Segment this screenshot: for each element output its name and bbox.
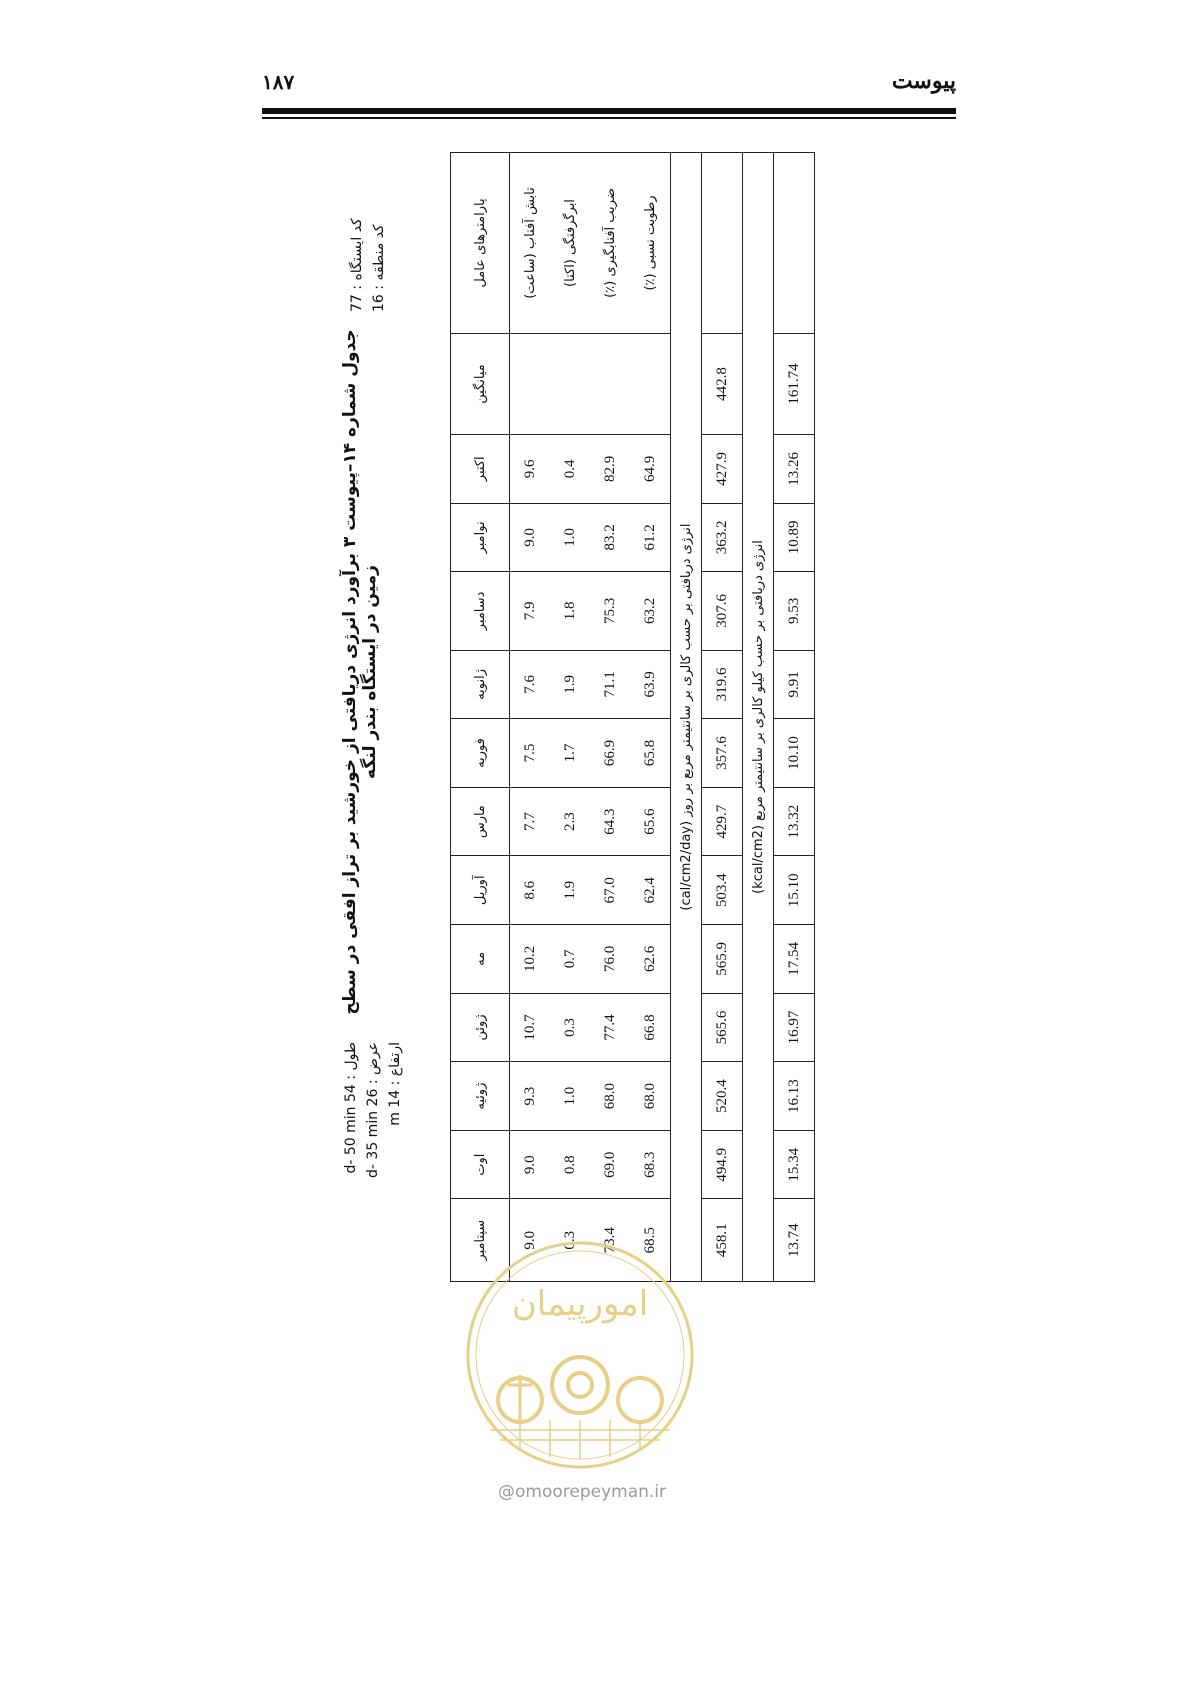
header-month: نوامبر bbox=[451, 503, 510, 572]
header-month: آوریل bbox=[451, 856, 510, 925]
row-average bbox=[550, 334, 590, 435]
table-cell: 82.9 bbox=[590, 435, 630, 504]
table-cell: 1.9 bbox=[550, 856, 590, 925]
header-rule bbox=[262, 108, 956, 114]
table-cell: 7.5 bbox=[510, 719, 551, 788]
header-param: پارامترهای عامل bbox=[451, 153, 510, 334]
table-cell: 63.9 bbox=[630, 650, 671, 719]
table-cell: 68.3 bbox=[630, 1130, 671, 1199]
header-month: مارس bbox=[451, 787, 510, 856]
table-row-sunshine bbox=[510, 153, 551, 1282]
table-row-cal-caption bbox=[671, 153, 702, 1282]
table-row-cal bbox=[702, 153, 743, 1282]
table-cell: 64.9 bbox=[630, 435, 671, 504]
table-cell: 565.9 bbox=[702, 925, 743, 994]
table-cell: 363.2 bbox=[702, 503, 743, 572]
table-cell: 565.6 bbox=[702, 993, 743, 1062]
table-cell: 13.74 bbox=[774, 1199, 815, 1282]
page-header bbox=[262, 66, 956, 106]
table-cell: 16.97 bbox=[774, 993, 815, 1062]
table-cell: 9.0 bbox=[510, 1130, 551, 1199]
table-cell: 0.8 bbox=[550, 1130, 590, 1199]
table-cell: 68.5 bbox=[630, 1199, 671, 1282]
table-cell: 67.0 bbox=[590, 856, 630, 925]
table-cell: 0.7 bbox=[550, 925, 590, 994]
table-cell: 68.0 bbox=[630, 1062, 671, 1131]
table-cell: 9.3 bbox=[510, 1062, 551, 1131]
table-row-kcal bbox=[774, 153, 815, 1282]
table-cell: 1.8 bbox=[550, 572, 590, 650]
table-cell: 503.4 bbox=[702, 856, 743, 925]
table-cell: 15.10 bbox=[774, 856, 815, 925]
table-cell: 9.53 bbox=[774, 572, 815, 650]
row-average: 161.74 bbox=[774, 334, 815, 435]
row-label: ابرگرفتگی (اکتا) bbox=[550, 153, 590, 334]
station-code: کد ایستگاه : 77 bbox=[349, 218, 365, 312]
table-cell: 494.9 bbox=[702, 1130, 743, 1199]
header-month: اوت bbox=[451, 1130, 510, 1199]
row-average bbox=[510, 334, 551, 435]
table-cell: 458.1 bbox=[702, 1199, 743, 1282]
gear-icon bbox=[498, 1357, 662, 1422]
header-month: ژوئیه bbox=[451, 1062, 510, 1131]
location-coordinates bbox=[340, 1042, 406, 1282]
table-cell: 10.89 bbox=[774, 503, 815, 572]
header-month: مه bbox=[451, 925, 510, 994]
latitude: عرض : 26 d- 35 min bbox=[365, 1042, 381, 1178]
header-month: ژوئن bbox=[451, 993, 510, 1062]
table-cell: 64.3 bbox=[590, 787, 630, 856]
table-cell: 1.0 bbox=[550, 503, 590, 572]
header-rule-thin bbox=[262, 117, 956, 119]
row-average bbox=[630, 334, 671, 435]
table-cell: 1.9 bbox=[550, 650, 590, 719]
table-row-sunshine-ratio bbox=[590, 153, 630, 1282]
watermark-logo-text: امورپیمان bbox=[511, 1284, 649, 1324]
region-code: کد منطقه : 16 bbox=[371, 224, 387, 312]
table-cell: 427.9 bbox=[702, 435, 743, 504]
section-title: پیوست bbox=[891, 68, 956, 94]
table-cell: 15.34 bbox=[774, 1130, 815, 1199]
table-title: جدول شماره ۱۴–پیوست ۳ برآورد انرژی دریافتی از خورشید بر تراز افقی در سطح زمین در ایستگاه بندر لنگه bbox=[340, 329, 380, 1015]
table-cell: 62.4 bbox=[630, 856, 671, 925]
header-month: ژانویه bbox=[451, 650, 510, 719]
kcal-caption: انرژی دریافتی بر حسب کیلو کالری بر سانتیمتر مربع (kcal/cm2) bbox=[743, 153, 774, 1282]
table-cell: 63.2 bbox=[630, 572, 671, 650]
table-cell: 77.4 bbox=[590, 993, 630, 1062]
table-header-row bbox=[451, 153, 510, 1282]
elevation: ارتفاع : 14 m bbox=[387, 1042, 403, 1126]
row-label: رطوبت نسبی (٪) bbox=[630, 153, 671, 334]
table-cell: 0.3 bbox=[550, 1199, 590, 1282]
table-cell: 7.9 bbox=[510, 572, 551, 650]
table-cell: 8.6 bbox=[510, 856, 551, 925]
table-cell: 520.4 bbox=[702, 1062, 743, 1131]
solar-energy-table bbox=[450, 152, 815, 1282]
watermark-logo bbox=[460, 1235, 700, 1475]
header-month: سپتامبر bbox=[451, 1199, 510, 1282]
table-cell: 7.7 bbox=[510, 787, 551, 856]
page-number: ۱۸۷ bbox=[262, 70, 295, 94]
row-label: تابش آفتاب (ساعت) bbox=[510, 153, 551, 334]
table-cell: 9.0 bbox=[510, 503, 551, 572]
table-cell: 2.3 bbox=[550, 787, 590, 856]
table-cell: 69.0 bbox=[590, 1130, 630, 1199]
table-cell: 83.2 bbox=[590, 503, 630, 572]
table-cell: 75.3 bbox=[590, 572, 630, 650]
table-cell: 68.0 bbox=[590, 1062, 630, 1131]
row-label-empty bbox=[774, 153, 815, 334]
table-cell: 10.10 bbox=[774, 719, 815, 788]
table-cell: 62.6 bbox=[630, 925, 671, 994]
table-cell: 16.13 bbox=[774, 1062, 815, 1131]
table-cell: 13.32 bbox=[774, 787, 815, 856]
table-cell: 66.8 bbox=[630, 993, 671, 1062]
row-label: ضریب آفتابگیری (٪) bbox=[590, 153, 630, 334]
table-cell: 73.4 bbox=[590, 1199, 630, 1282]
table-cell: 9.0 bbox=[510, 1199, 551, 1282]
cal-caption: انرژی دریافتی بر حسب کالری بر سانتیمتر مربع بر روز (cal/cm2/day) bbox=[671, 153, 702, 1282]
header-month: اکتبر bbox=[451, 435, 510, 504]
table-cell: 65.6 bbox=[630, 787, 671, 856]
table-cell: 0.3 bbox=[550, 993, 590, 1062]
table-cell: 10.7 bbox=[510, 993, 551, 1062]
table-cell: 1.0 bbox=[550, 1062, 590, 1131]
table-cell: 0.4 bbox=[550, 435, 590, 504]
header-month: دسامبر bbox=[451, 572, 510, 650]
header-month: فوریه bbox=[451, 719, 510, 788]
table-row-cloudiness bbox=[550, 153, 590, 1282]
grid-lines bbox=[490, 1420, 670, 1459]
table-cell: 9.91 bbox=[774, 650, 815, 719]
table-row-kcal-caption bbox=[743, 153, 774, 1282]
table-cell: 66.9 bbox=[590, 719, 630, 788]
header-average: میانگین bbox=[451, 334, 510, 435]
station-codes bbox=[346, 152, 390, 312]
table-cell: 65.8 bbox=[630, 719, 671, 788]
rotated-table-block bbox=[340, 152, 840, 1282]
row-average: 442.8 bbox=[702, 334, 743, 435]
table-cell: 17.54 bbox=[774, 925, 815, 994]
row-average bbox=[590, 334, 630, 435]
longitude: طول : 54 d- 50 min bbox=[343, 1042, 359, 1174]
table-cell: 429.7 bbox=[702, 787, 743, 856]
table-cell: 307.6 bbox=[702, 572, 743, 650]
table-cell: 9.6 bbox=[510, 435, 551, 504]
table-cell: 319.6 bbox=[702, 650, 743, 719]
row-label-empty bbox=[702, 153, 743, 334]
table-row-humidity bbox=[630, 153, 671, 1282]
table-cell: 357.6 bbox=[702, 719, 743, 788]
watermark-url: @omoorepeyman.ir bbox=[497, 1482, 667, 1502]
table-cell: 1.7 bbox=[550, 719, 590, 788]
table-cell: 7.6 bbox=[510, 650, 551, 719]
table-cell: 13.26 bbox=[774, 435, 815, 504]
table-cell: 10.2 bbox=[510, 925, 551, 994]
table-cell: 76.0 bbox=[590, 925, 630, 994]
table-cell: 61.2 bbox=[630, 503, 671, 572]
table-cell: 71.1 bbox=[590, 650, 630, 719]
